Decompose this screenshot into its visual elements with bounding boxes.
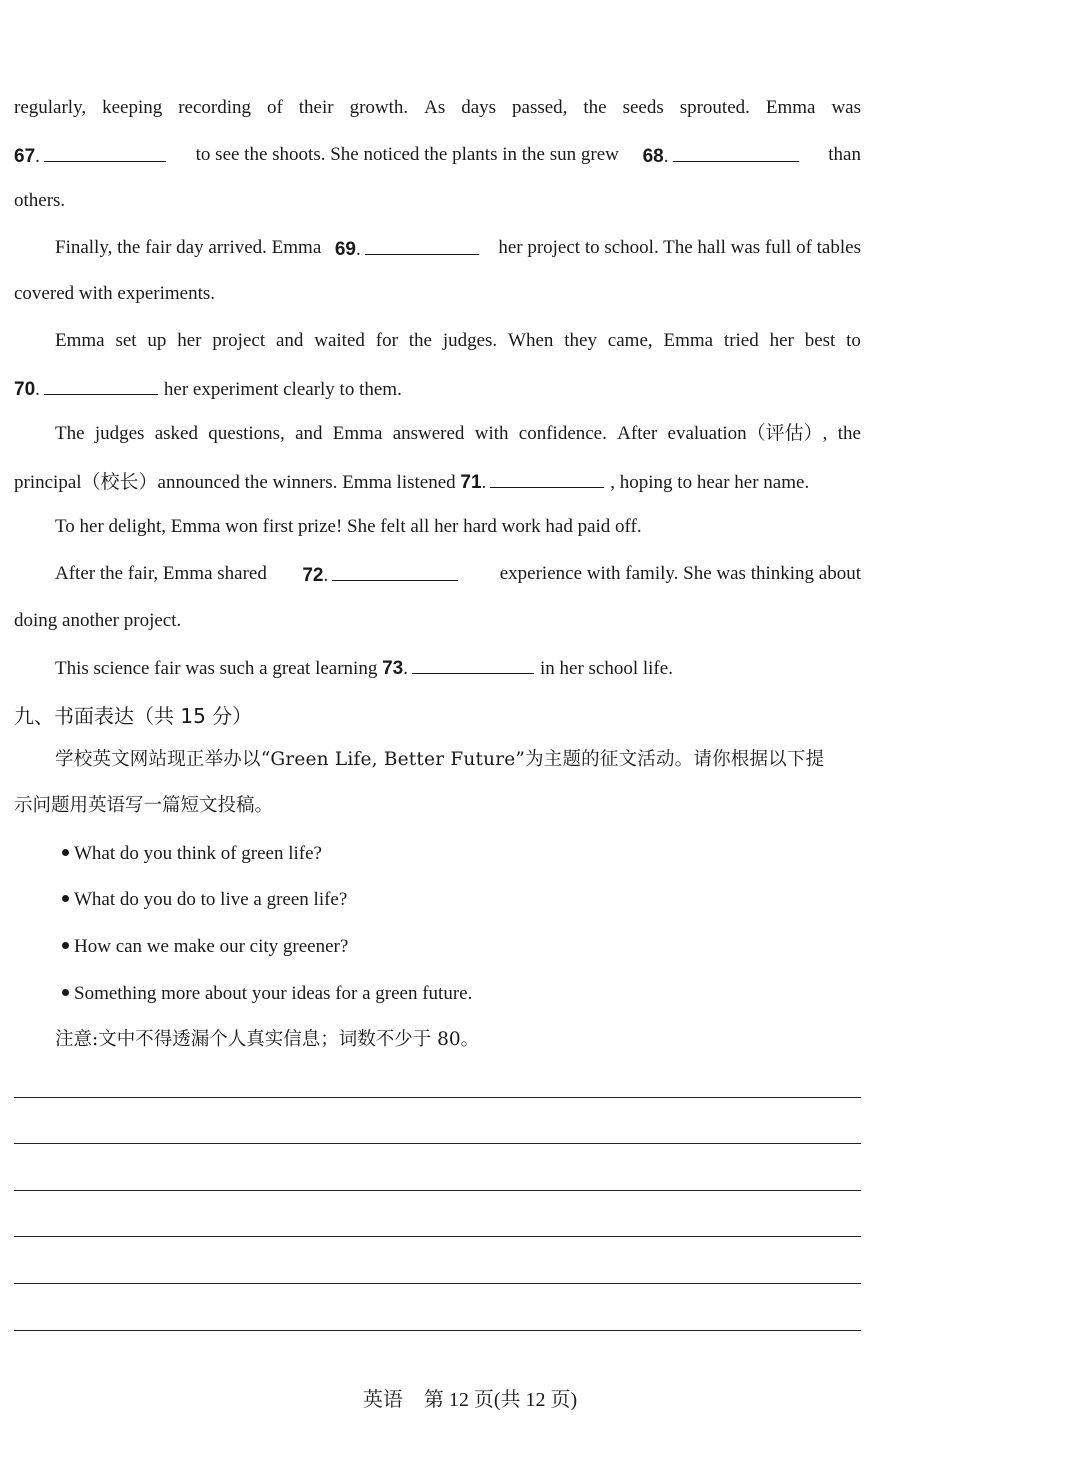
word: questions, — [208, 423, 285, 444]
passage-line-6 — [55, 329, 861, 353]
passage-text: This science fair was such a great learning — [55, 658, 378, 679]
passage-line-4 — [55, 236, 861, 262]
word: tried — [723, 330, 759, 351]
question-70: 70. — [14, 379, 164, 400]
word: her — [177, 330, 202, 351]
word: growth. — [349, 97, 409, 118]
passage-text: her project to school. The hall was full of tables — [498, 237, 861, 258]
bullet-text: What do you do to live a green life? — [74, 889, 348, 910]
question-number: 70 — [14, 379, 36, 400]
writing-line[interactable] — [14, 1190, 861, 1191]
word: evaluation（评估）, — [667, 423, 828, 444]
word: recording — [178, 97, 252, 118]
passage-text: in her school life. — [539, 658, 673, 679]
question-number: 71 — [460, 472, 482, 493]
word: judges — [94, 423, 145, 444]
writing-line[interactable] — [14, 1143, 861, 1144]
question-68: 68. — [643, 143, 805, 169]
word: the — [583, 97, 607, 118]
passage-line-7 — [14, 376, 861, 402]
word: answered — [392, 423, 465, 444]
word: with — [474, 423, 509, 444]
word: As — [424, 97, 446, 118]
word: project — [212, 330, 266, 351]
word: confidence. — [518, 423, 607, 444]
bullet-item — [62, 935, 348, 959]
word: up — [147, 330, 167, 351]
word: her — [769, 330, 794, 351]
prompt-line-2: 示问题用英语写一篇短文投稿。 — [14, 795, 274, 816]
word: the — [837, 423, 861, 444]
word: best — [804, 330, 836, 351]
word: waited — [314, 330, 365, 351]
writing-line[interactable] — [14, 1236, 861, 1237]
passage-line-9 — [14, 469, 861, 495]
answer-blank-69[interactable] — [365, 236, 479, 255]
question-67: 67. — [14, 143, 172, 169]
word: and — [275, 330, 304, 351]
word: The — [55, 423, 85, 444]
word: and — [295, 423, 323, 444]
bullet-item — [62, 888, 347, 912]
writing-line[interactable] — [14, 1097, 861, 1098]
word: for — [375, 330, 398, 351]
passage-text: her experiment clearly to them. — [163, 379, 402, 400]
word: Emma — [663, 330, 714, 351]
question-72: 72. — [302, 562, 464, 588]
word: set — [115, 330, 137, 351]
word: Emma — [332, 423, 383, 444]
bullet-dot-icon — [62, 942, 69, 949]
bullet-item — [62, 982, 472, 1006]
question-73: 73. — [382, 658, 540, 679]
word: passed, — [512, 97, 568, 118]
word: days — [461, 97, 497, 118]
page-footer — [0, 1383, 940, 1412]
passage-text: After the fair, Emma shared — [55, 563, 267, 584]
passage-line-12: doing another project. — [14, 610, 182, 631]
answer-blank-73[interactable] — [412, 655, 534, 674]
section-heading: 九、书面表达（共 15 分） — [14, 704, 253, 728]
word: seeds — [622, 97, 664, 118]
passage-text: Finally, the fair day arrived. Emma — [55, 237, 322, 258]
word: their — [298, 97, 334, 118]
bullet-item — [62, 842, 322, 866]
passage-line-10: To her delight, Emma won first prize! She felt all her hard work had paid off. — [55, 516, 642, 537]
passage-line-1 — [14, 96, 861, 120]
word: they — [564, 330, 597, 351]
footer-page-number: 第 12 页(共 12 页) — [423, 1389, 578, 1411]
passage-line-5: covered with experiments. — [14, 283, 216, 304]
word: judges. — [442, 330, 498, 351]
footer-subject: 英语 — [362, 1389, 403, 1411]
passage-line-11 — [55, 562, 861, 588]
note-text: 注意:文中不得透漏个人真实信息；词数不少于 80。 — [55, 1029, 480, 1050]
word: When — [508, 330, 554, 351]
word: of — [266, 97, 283, 118]
passage-text: to see the shoots. She noticed the plants in the sun grew — [195, 144, 619, 165]
passage-line-8 — [55, 422, 861, 446]
passage-text: than — [828, 144, 861, 165]
answer-blank-72[interactable] — [332, 562, 458, 581]
passage-text: principal（校长）announced the winners. Emma listened — [14, 472, 456, 493]
question-number: 68 — [642, 146, 664, 167]
bullet-text: What do you think of green life? — [74, 843, 322, 864]
question-71: 71. — [460, 472, 610, 493]
answer-blank-71[interactable] — [490, 469, 604, 488]
question-number: 73 — [382, 658, 404, 679]
word: came, — [607, 330, 653, 351]
question-number: 72 — [302, 565, 324, 586]
bullet-dot-icon — [62, 895, 69, 902]
question-number: 67 — [14, 146, 36, 167]
word: sprouted. — [679, 97, 750, 118]
bullet-dot-icon — [62, 989, 69, 996]
question-69: 69. — [335, 236, 485, 262]
answer-blank-70[interactable] — [44, 376, 158, 395]
passage-line-2 — [14, 143, 861, 169]
passage-line-3: others. — [14, 190, 66, 211]
word: After — [617, 423, 658, 444]
bullet-text: How can we make our city greener? — [74, 936, 349, 957]
word: Emma — [55, 330, 105, 351]
word: Emma — [765, 97, 816, 118]
word: to — [846, 330, 861, 351]
word: regularly, — [14, 97, 87, 118]
word: asked — [154, 423, 198, 444]
passage-text: , hoping to hear her name. — [610, 472, 810, 493]
passage-text: experience with family. She was thinking about — [499, 563, 861, 584]
word: the — [408, 330, 432, 351]
question-number: 69 — [334, 239, 356, 260]
word: was — [831, 97, 861, 118]
passage-line-13 — [55, 655, 861, 681]
writing-line[interactable] — [14, 1283, 861, 1284]
writing-line[interactable] — [14, 1330, 861, 1331]
bullet-dot-icon — [62, 849, 69, 856]
answer-blank-68[interactable] — [673, 143, 799, 162]
bullet-text: Something more about your ideas for a green future. — [74, 983, 473, 1004]
answer-blank-67[interactable] — [44, 143, 166, 162]
word: keeping — [102, 97, 163, 118]
prompt-line-1: 学校英文网站现正举办以“Green Life, Better Future”为主题的征文活动。请你根据以下提 — [55, 749, 825, 770]
